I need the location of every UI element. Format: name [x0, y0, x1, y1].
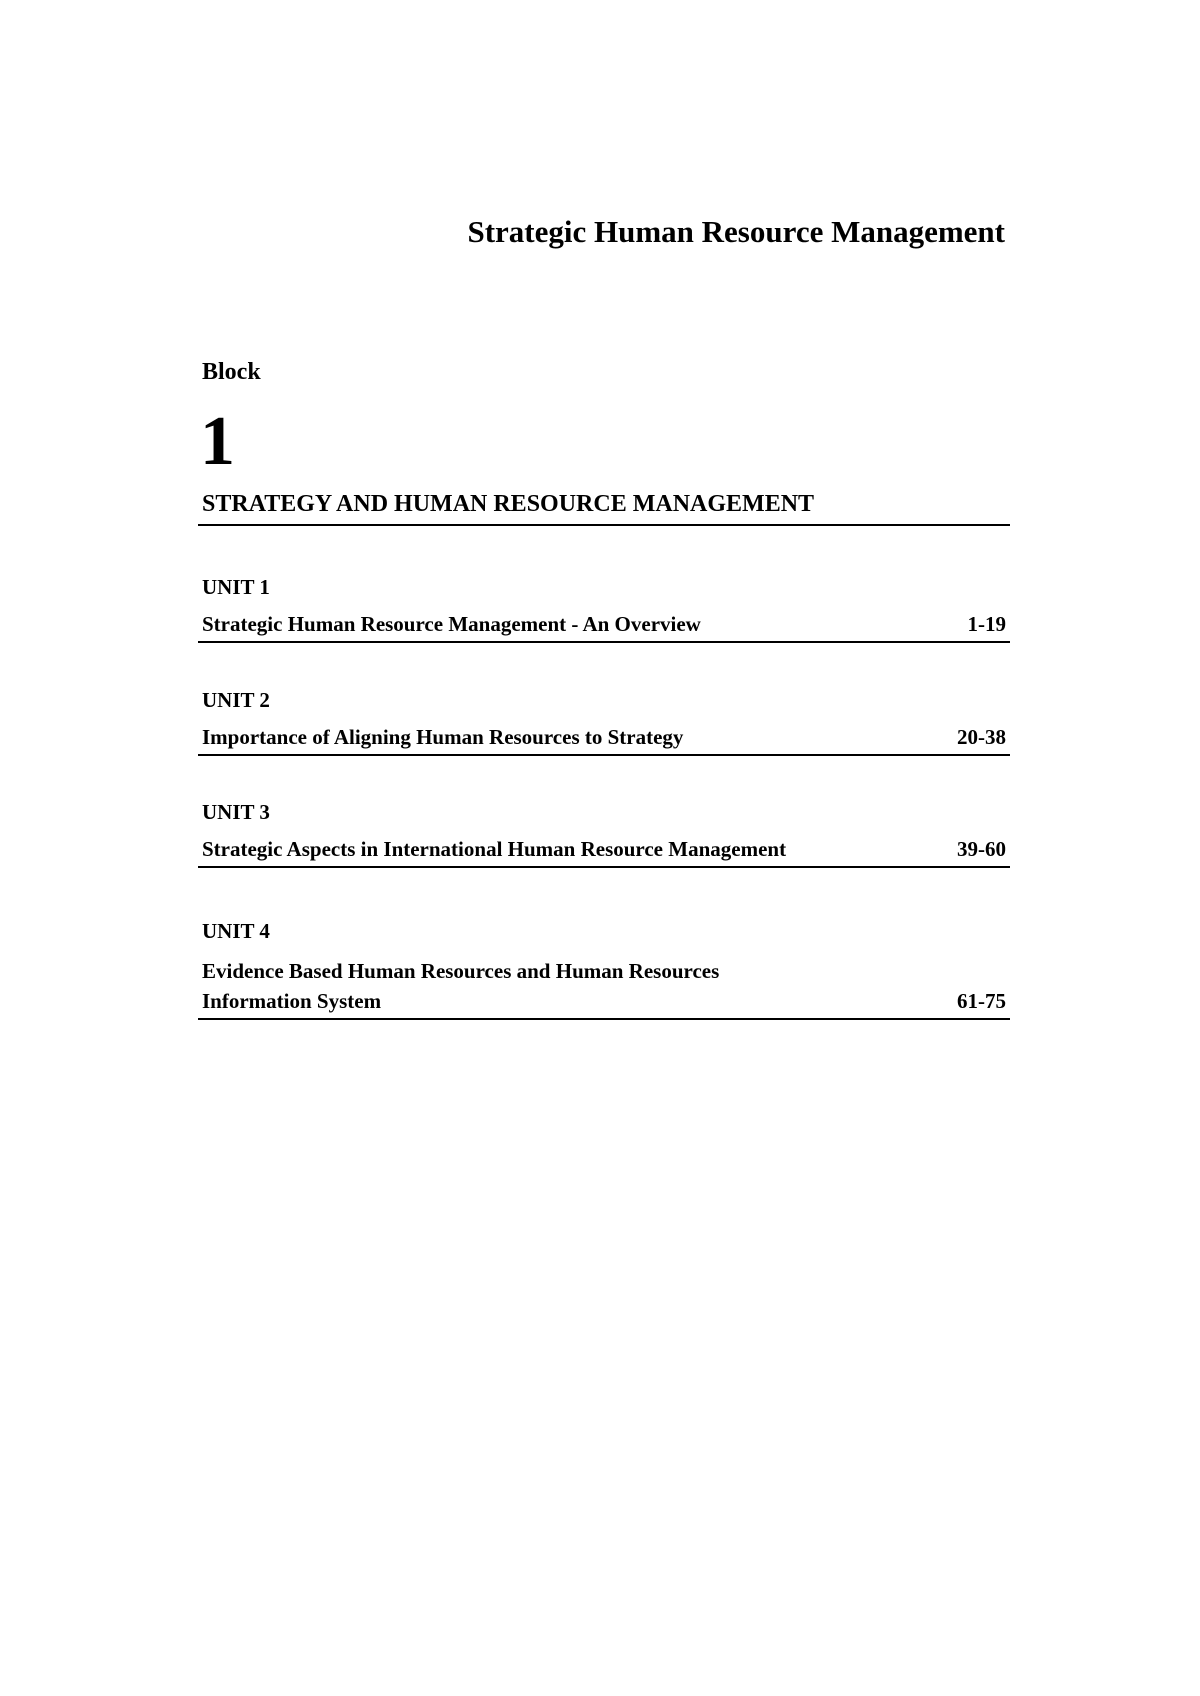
- unit-page-range: 61-75: [957, 989, 1006, 1013]
- unit-title: Strategic Aspects in International Human Resource Management: [202, 837, 787, 861]
- unit-title: Evidence Based Human Resources and Human Resources Information System: [202, 959, 720, 1013]
- unit-title: Importance of Aligning Human Resources to Strategy: [202, 725, 684, 749]
- unit-label: UNIT 4: [202, 919, 270, 943]
- block-number: 1: [200, 403, 235, 480]
- unit-label: UNIT 2: [202, 688, 270, 712]
- unit-title-row: [198, 834, 1010, 868]
- unit-page-range: 39-60: [957, 837, 1006, 861]
- book-title: Strategic Human Resource Management: [467, 214, 1005, 249]
- unit-label: UNIT 1: [202, 575, 270, 599]
- unit-page-range: 20-38: [957, 725, 1006, 749]
- unit-title-row: [198, 956, 1010, 1020]
- unit-title-row: [198, 609, 1010, 643]
- unit-label: UNIT 3: [202, 800, 270, 824]
- unit-title: Strategic Human Resource Management - An Overview: [202, 612, 701, 636]
- block-label: Block: [202, 359, 261, 385]
- unit-page-range: 1-19: [967, 612, 1006, 636]
- unit-title-row: [198, 722, 1010, 756]
- block-title: STRATEGY AND HUMAN RESOURCE MANAGEMENT: [202, 491, 815, 517]
- block-title-rule: [198, 524, 1010, 526]
